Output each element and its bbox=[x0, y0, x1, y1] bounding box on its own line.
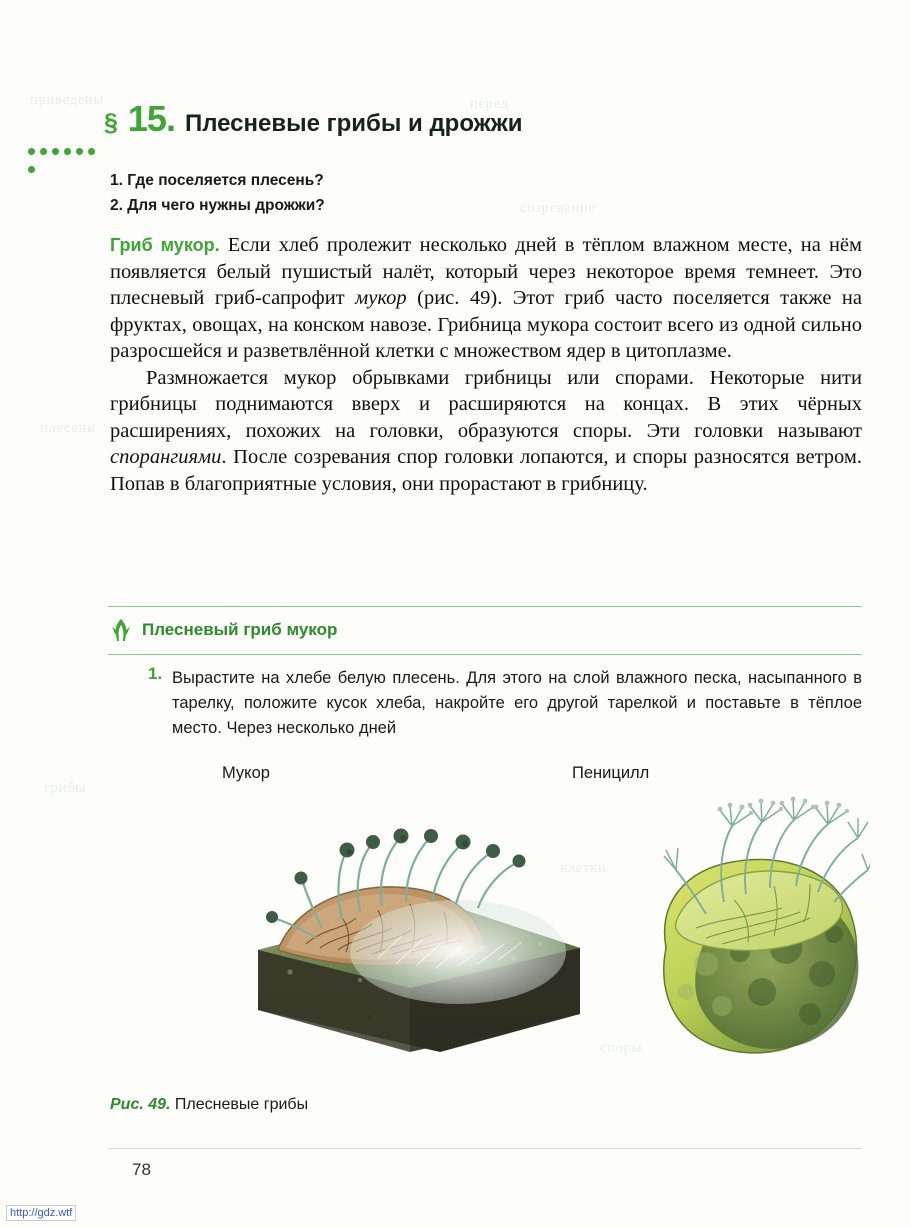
ghost-text: грибы bbox=[44, 780, 86, 796]
decorative-dots bbox=[28, 142, 106, 152]
lab-title: Плесневый гриб мукор bbox=[142, 620, 338, 639]
term-sporangia: спорангиями bbox=[110, 446, 222, 468]
figure-illustration bbox=[110, 752, 870, 1092]
paragraph-2-part-2: . После созревания спор головки лопаются, и споры разносятся ветром. Попав в благоприятные условия, они прорастают в грибницу. bbox=[110, 446, 862, 495]
divider-bottom bbox=[108, 654, 862, 655]
section-sign: § bbox=[104, 109, 118, 137]
paragraph-1 bbox=[110, 232, 862, 365]
body-text bbox=[110, 232, 862, 497]
page-number: 78 bbox=[132, 1160, 151, 1179]
divider-top bbox=[108, 606, 862, 607]
ghost-text: созревание bbox=[520, 200, 596, 216]
ghost-text: клетки bbox=[560, 860, 607, 876]
questions-list bbox=[110, 172, 850, 222]
question-item: 1. Где поселяется плесень? bbox=[110, 172, 324, 189]
leaf-icon bbox=[110, 618, 132, 642]
page-title bbox=[104, 98, 522, 140]
section-number: 15. bbox=[127, 98, 175, 139]
ghost-text: плесени bbox=[40, 420, 96, 436]
ghost-text: споры bbox=[600, 1040, 643, 1056]
paragraph-2-part-1: Размножается мукор обрывками грибницы или спорами. Некоторые нити грибницы поднимаются вверх и расширяются на концах. В этих чёрных расширениях, похожих на головки, образуются споры. Эти головки называют bbox=[110, 366, 862, 442]
lab-item-number: 1. bbox=[148, 664, 163, 683]
figure-label-mucor: Мукор bbox=[222, 764, 270, 782]
watermark-url: http://gdz.wtf bbox=[6, 1205, 76, 1221]
section-title: Плесневые грибы и дрожжи bbox=[184, 110, 523, 137]
term-mucor: мукор bbox=[355, 287, 407, 309]
ghost-text: приведены bbox=[30, 92, 104, 108]
lead-in-term: Гриб мукор. bbox=[110, 235, 220, 255]
footer-divider bbox=[108, 1148, 862, 1149]
paragraph-1-part-1: Если хлеб пролежит несколько дней в тёплом влажном месте, на нём появляется белый пушистый налёт, который через некоторое время темнеет. Это плесневый гриб-сапрофит bbox=[110, 234, 862, 309]
figure-caption-text: Плесневые грибы bbox=[170, 1096, 309, 1113]
figure-49 bbox=[110, 752, 870, 1092]
lab-header bbox=[110, 618, 337, 642]
paragraph-1-part-2: (рис. 49). Этот гриб часто поселяется также на фруктах, овощах, на конском навозе. Грибница мукора состоит всего из одной сильно разросшейся и разветвлённой клетки с множеством ядер в цитоплазме. bbox=[110, 287, 862, 362]
figure-caption-number: Рис. 49. bbox=[110, 1096, 171, 1113]
figure-caption bbox=[110, 1096, 308, 1114]
figure-label-penicillium: Пеницилл bbox=[572, 764, 650, 782]
question-item: 2. Для чего нужны дрожжи? bbox=[110, 197, 325, 214]
paragraph-2 bbox=[110, 365, 862, 498]
ghost-text: перед bbox=[470, 96, 509, 112]
lab-item-text: Вырастите на хлебе белую плесень. Для этого на слой влажного песка, насыпанного в тарелку, положите кусок хлеба, накройте его другой тарелкой и поставьте в тёплое место. Через несколько дней bbox=[172, 669, 862, 737]
